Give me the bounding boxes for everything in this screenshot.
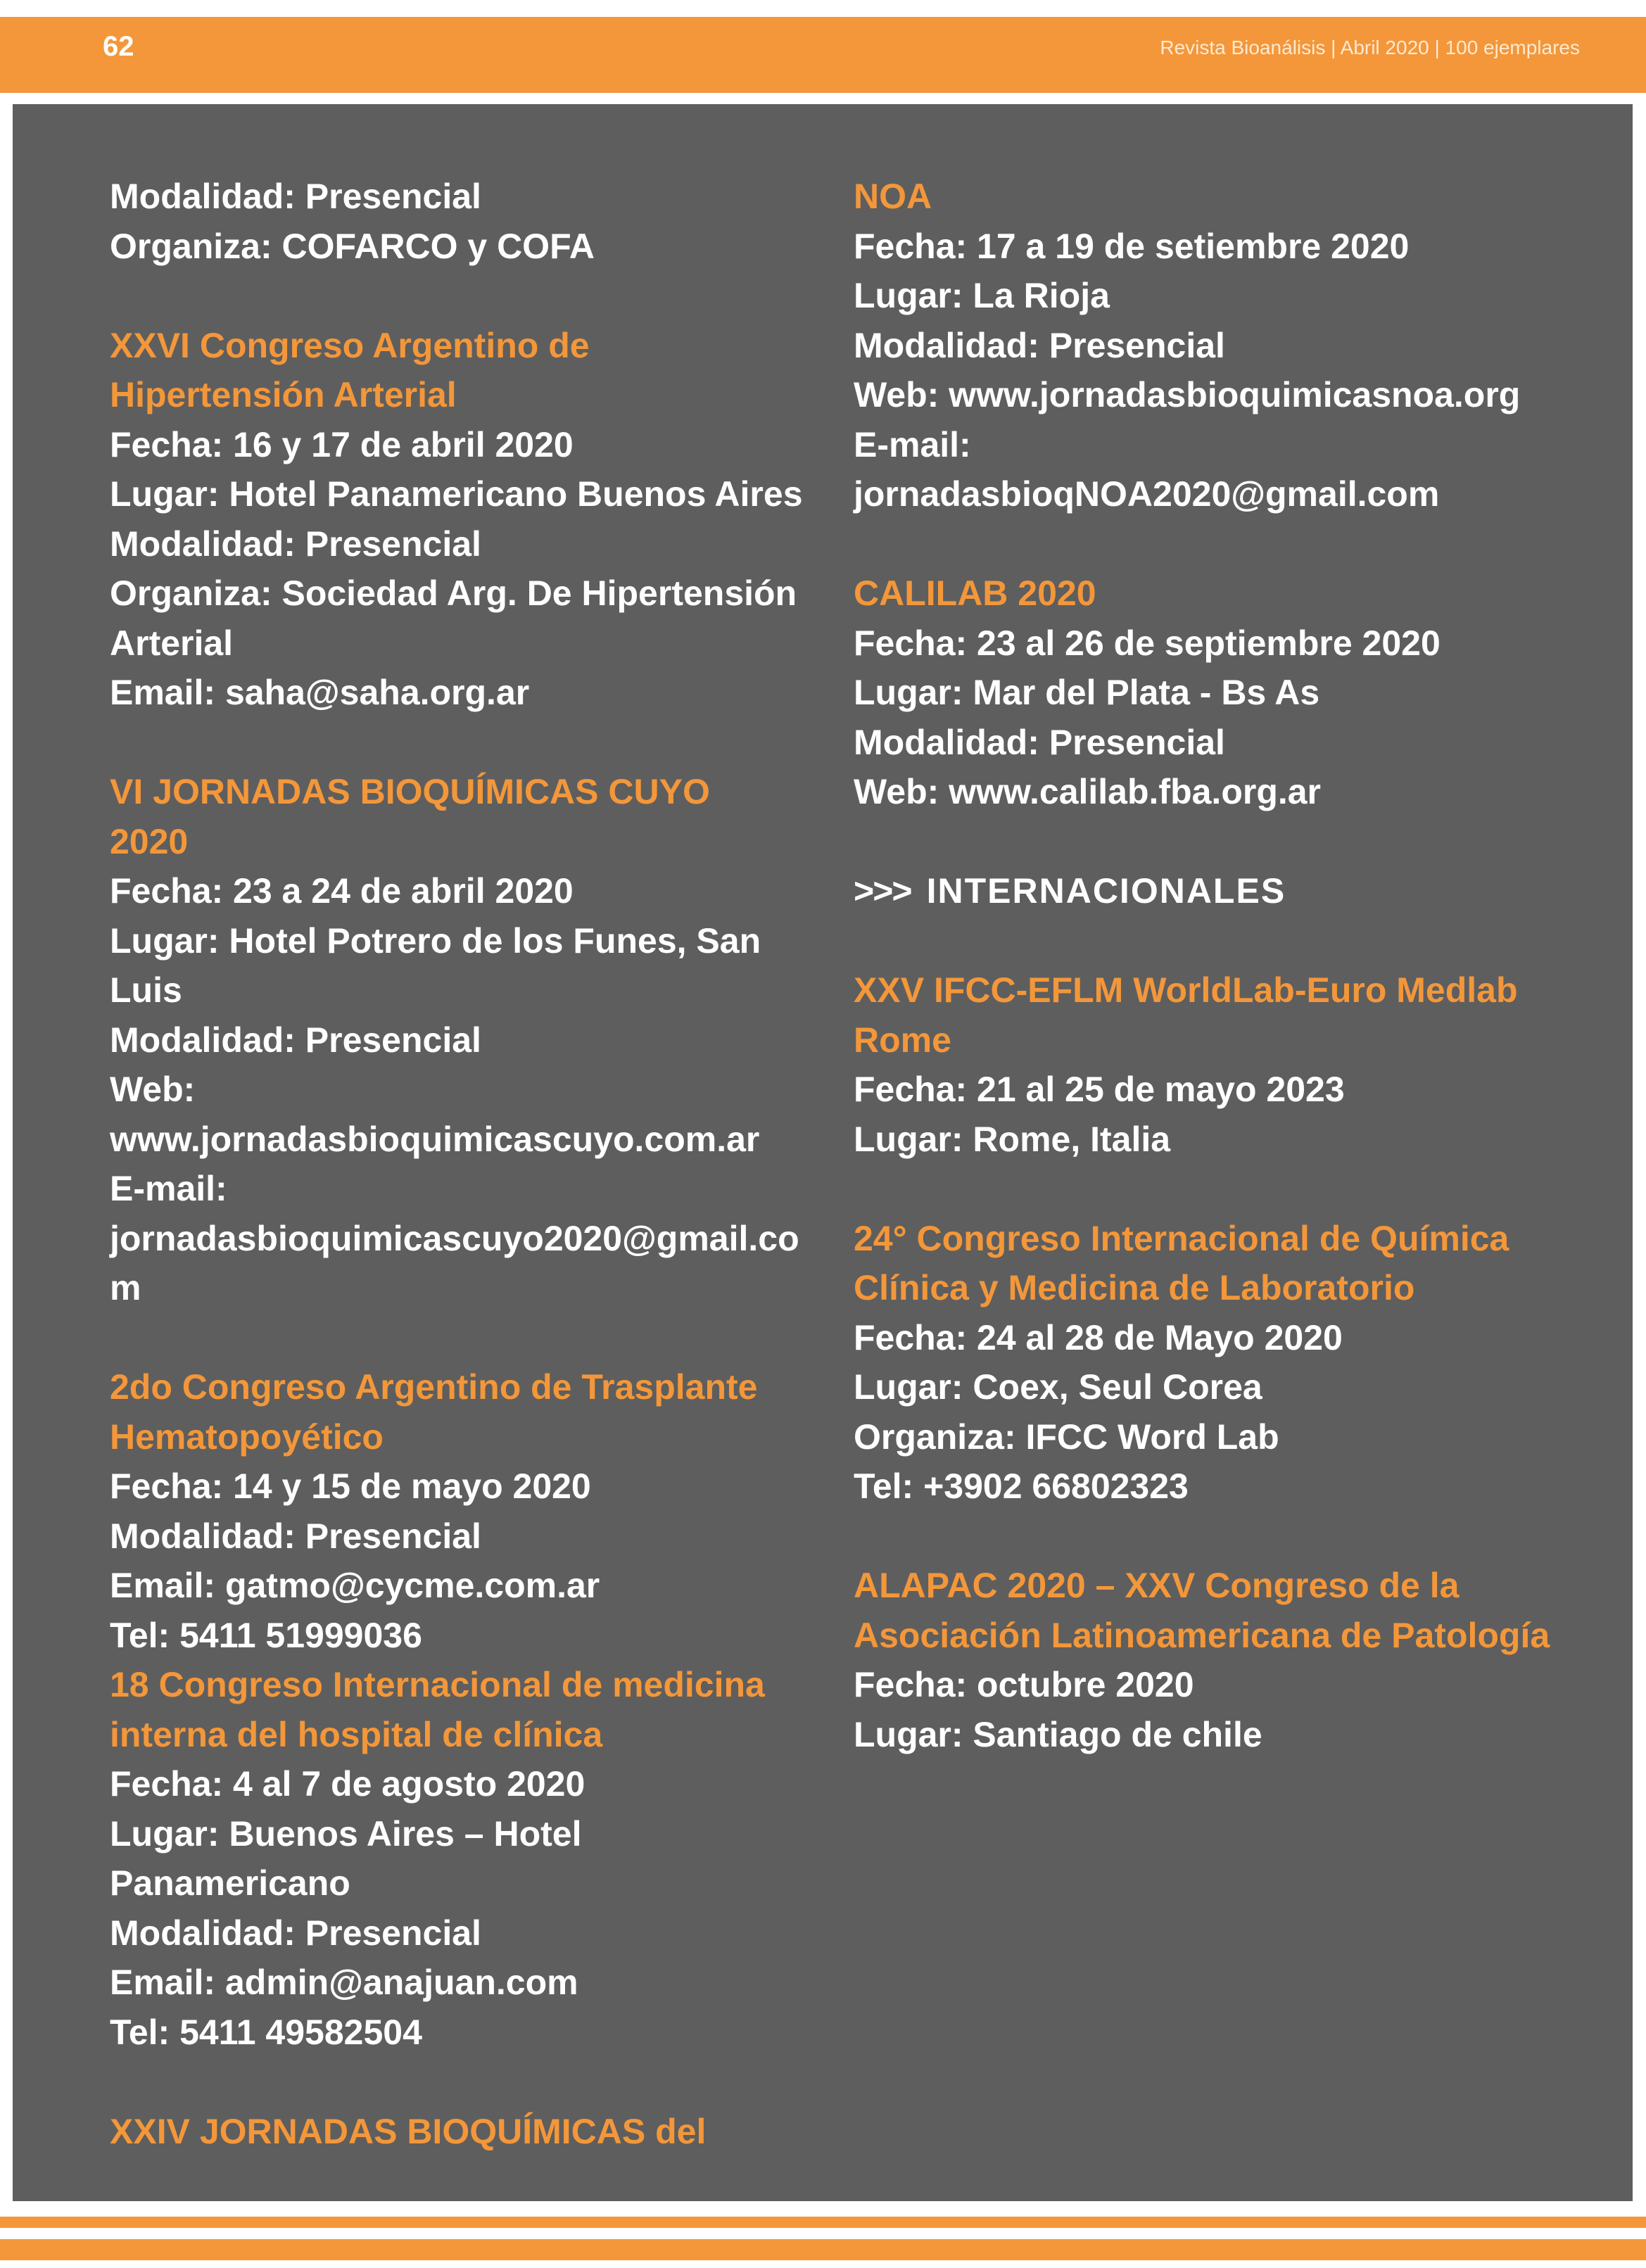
event-quimica-clinica bbox=[854, 1214, 1600, 1512]
event-title: XXIV JORNADAS BIOQUÍMICAS del bbox=[110, 2111, 707, 2151]
publication-info: Revista Bioanálisis | Abril 2020 | 100 ejemplares bbox=[1160, 37, 1580, 58]
event-date: Fecha: octubre 2020 bbox=[854, 1665, 1194, 1704]
event-calilab bbox=[854, 569, 1600, 817]
event-title: 18 Congreso Internacional de medicina bbox=[110, 1665, 765, 1704]
event-date: Fecha: 17 a 19 de setiembre 2020 bbox=[854, 226, 1410, 266]
event-jornadas-cuyo bbox=[110, 767, 806, 1313]
event-title: Hematopoyético bbox=[110, 1417, 384, 1457]
event-modality: Modalidad: Presencial bbox=[110, 524, 481, 564]
event-title: 24° Congreso Internacional de Química bbox=[854, 1218, 1509, 1258]
event-place: Panamericano bbox=[110, 1863, 350, 1903]
event-place: Lugar: Rome, Italia bbox=[854, 1119, 1171, 1159]
event-email: m bbox=[110, 1268, 141, 1307]
event-worldlab bbox=[854, 965, 1600, 1164]
event-alapac bbox=[854, 1561, 1600, 1759]
event-date: Fecha: 16 y 17 de abril 2020 bbox=[110, 424, 574, 464]
event-title: XXV IFCC-EFLM WorldLab-Euro Medlab bbox=[854, 970, 1518, 1010]
event-email: Email: saha@saha.org.ar bbox=[110, 673, 530, 712]
event-title: Asociación Latinoamericana de Patología bbox=[854, 1615, 1550, 1655]
event-title: 2020 bbox=[110, 821, 189, 861]
event-place: Lugar: Coex, Seul Corea bbox=[854, 1367, 1262, 1407]
event-title: Rome bbox=[854, 1020, 951, 1060]
event-web: www.jornadasbioquimicascuyo.com.ar bbox=[110, 1119, 760, 1159]
intro-modalidad: Modalidad: Presencial bbox=[110, 177, 481, 216]
event-modality: Modalidad: Presencial bbox=[110, 1516, 481, 1556]
footer-bar bbox=[0, 2217, 1646, 2228]
arrows-icon: >>> bbox=[854, 871, 911, 911]
event-modality: Modalidad: Presencial bbox=[854, 722, 1225, 762]
event-phone: Tel: 5411 49582504 bbox=[110, 2012, 422, 2052]
event-organizer: Arterial bbox=[110, 623, 234, 663]
event-email: Email: admin@anajuan.com bbox=[110, 1963, 578, 2002]
event-email-label: E-mail: bbox=[110, 1169, 227, 1208]
event-email: Email: gatmo@cycme.com.ar bbox=[110, 1566, 600, 1605]
event-medicina-interna bbox=[110, 1660, 806, 2057]
event-title: ALAPAC 2020 – XXV Congreso de la bbox=[854, 1566, 1460, 1605]
event-date: Fecha: 4 al 7 de agosto 2020 bbox=[110, 1764, 585, 1804]
right-column bbox=[854, 172, 1600, 1759]
event-title: Clínica y Medicina de Laboratorio bbox=[854, 1268, 1415, 1307]
event-place: Lugar: Buenos Aires – Hotel bbox=[110, 1813, 582, 1854]
event-date: Fecha: 23 a 24 de abril 2020 bbox=[110, 871, 574, 911]
section-heading-internacionales bbox=[854, 866, 1600, 916]
event-place: Lugar: Santiago de chile bbox=[854, 1714, 1262, 1754]
event-place: Lugar: Hotel Panamericano Buenos Aires bbox=[110, 474, 803, 514]
event-jornadas-noa-start bbox=[110, 2107, 806, 2157]
event-place: Lugar: Hotel Potrero de los Funes, San bbox=[110, 920, 761, 961]
event-email-label: E-mail: bbox=[854, 424, 971, 464]
event-date: Fecha: 23 al 26 de septiembre 2020 bbox=[854, 623, 1441, 663]
event-modality: Modalidad: Presencial bbox=[854, 325, 1225, 365]
event-date: Fecha: 24 al 28 de Mayo 2020 bbox=[854, 1317, 1343, 1357]
event-web: Web: www.jornadasbioquimicasnoa.org bbox=[854, 375, 1521, 414]
footer-bar bbox=[0, 2239, 1646, 2260]
event-title: 2do Congreso Argentino de Trasplante bbox=[110, 1367, 758, 1407]
event-modality: Modalidad: Presencial bbox=[110, 1913, 481, 1953]
event-modality: Modalidad: Presencial bbox=[110, 1020, 481, 1060]
section-title: INTERNACIONALES bbox=[926, 871, 1286, 911]
event-phone: Tel: +3902 66802323 bbox=[854, 1466, 1189, 1506]
event-title: Hipertensión Arterial bbox=[110, 375, 457, 414]
event-date: Fecha: 14 y 15 de mayo 2020 bbox=[110, 1466, 591, 1506]
event-email: jornadasbioqNOA2020@gmail.com bbox=[854, 474, 1440, 514]
event-place: Lugar: La Rioja bbox=[854, 276, 1110, 315]
event-web-label: Web: bbox=[110, 1070, 196, 1109]
intro-organiza: Organiza: COFARCO y COFA bbox=[110, 226, 595, 266]
left-column bbox=[110, 172, 806, 2156]
event-jornadas-noa bbox=[854, 172, 1600, 519]
event-place: Luis bbox=[110, 970, 182, 1010]
event-trasplante bbox=[110, 1362, 806, 1660]
event-date: Fecha: 21 al 25 de mayo 2023 bbox=[854, 1070, 1345, 1109]
event-web: Web: www.calilab.fba.org.ar bbox=[854, 772, 1322, 811]
event-hipertension bbox=[110, 321, 806, 718]
event-email: jornadasbioquimicascuyo2020@gmail.co bbox=[110, 1218, 799, 1258]
page-number: 62 bbox=[103, 31, 134, 62]
event-title: CALILAB 2020 bbox=[854, 574, 1096, 613]
content-panel bbox=[13, 104, 1633, 2201]
event-organizer: Organiza: Sociedad Arg. De Hipertensión bbox=[110, 574, 797, 613]
event-organizer: Organiza: IFCC Word Lab bbox=[854, 1417, 1279, 1457]
event-title: interna del hospital de clínica bbox=[110, 1714, 603, 1754]
event-title: NOA bbox=[854, 177, 932, 216]
event-title: XXVI Congreso Argentino de bbox=[110, 325, 590, 365]
event-place: Lugar: Mar del Plata - Bs As bbox=[854, 673, 1320, 712]
event-title: VI JORNADAS BIOQUÍMICAS CUYO bbox=[110, 772, 710, 811]
event-phone: Tel: 5411 51999036 bbox=[110, 1615, 422, 1655]
